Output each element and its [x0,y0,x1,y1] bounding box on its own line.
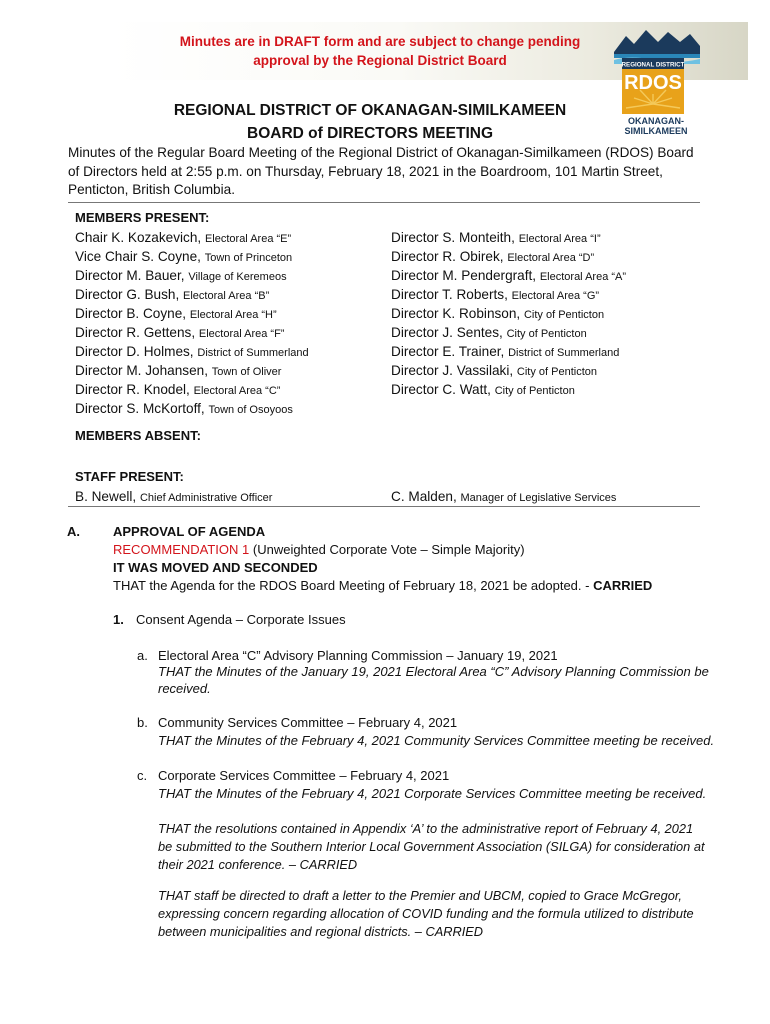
recommendation-line [113,541,525,559]
member-entry [391,304,604,325]
member-entry [391,380,575,401]
resolution-line: between municipalities and regional districts. – CARRIED [158,924,484,939]
sub-item-resolution: THAT the Minutes of the February 4, 2021 Community Services Committee meeting be received. [158,733,715,748]
member-name: Vice Chair S. Coyne, [75,249,205,264]
member-name: Director C. Watt, [391,382,495,397]
member-name: Director D. Holmes, [75,344,198,359]
staff-title: Manager of Legislative Services [460,492,617,504]
moved-seconded: IT WAS MOVED AND SECONDED [113,560,318,575]
motion-text [113,577,652,595]
member-name: Director M. Johansen, [75,363,212,378]
members-absent-heading: MEMBERS ABSENT: [75,428,201,443]
member-name: Director E. Trainer, [391,344,509,359]
resolution-line: THAT staff be directed to draft a letter to the Premier and UBCM, copied to Grace McGregor, [158,888,682,903]
sub-item-title: Community Services Committee – February 4, 2021 [158,715,458,730]
motion-carried: CARRIED [593,578,653,593]
member-name: Director R. Gettens, [75,325,199,340]
member-name: Director G. Bush, [75,287,184,302]
sub-item-title: Corporate Services Committee – February 4, 2021 [158,768,450,783]
member-affiliation: District of Summerland [197,347,309,359]
member-affiliation: Electoral Area “C” [193,385,281,397]
section-letter: A. [67,524,80,539]
sub-item-letter: b. [137,715,148,730]
logo-name-line2: SIMILKAMEEN [624,126,688,136]
title-line2: BOARD of DIRECTORS MEETING [247,125,493,142]
member-entry [75,228,291,249]
member-affiliation: City of Penticton [523,309,605,321]
member-entry [391,247,594,268]
member-entry [75,399,293,420]
member-affiliation: Electoral Area “I” [518,233,601,245]
member-affiliation: District of Summerland [508,347,620,359]
member-entry [75,304,277,325]
draft-notice-line1: Minutes are in DRAFT form and are subject to change pending [179,34,581,49]
rdos-logo-graphic [612,24,702,144]
divider [68,506,700,507]
resolution-paragraph [158,887,694,941]
member-affiliation: Electoral Area “H” [189,309,277,321]
member-affiliation: City of Penticton [516,366,597,378]
sub-item-letter: a. [137,648,148,663]
logo-regional-district-text: REGIONAL DISTRICT [621,61,685,69]
intro-line3: Penticton, British Columbia. [68,182,235,197]
member-entry [75,361,281,382]
sub-item-letter: c. [137,768,148,783]
recommendation-vote-type: (Unweighted Corporate Vote – Simple Majority) [249,542,525,557]
member-entry [391,228,601,249]
member-entry [391,361,597,382]
staff-member [75,487,272,508]
intro-paragraph [68,144,708,200]
member-affiliation: Electoral Area “B” [183,290,270,302]
member-entry [75,342,309,363]
member-name: Director T. Roberts, [391,287,512,302]
member-name: Director R. Obirek, [391,249,508,264]
intro-line2: of Directors held at 2:55 p.m. on Thursday, February 18, 2021 in the Boardroom, 101 Martin Street, [68,163,663,179]
staff-member [391,487,616,508]
resolution-paragraph [158,820,705,874]
logo-rdos-text: RDOS [624,72,682,94]
member-entry [391,266,626,287]
resolution-line: their 2021 conference. – CARRIED [158,857,358,872]
member-name: Chair K. Kozakevich, [75,230,205,245]
rdos-logo [612,24,702,144]
sub-item-resolution: THAT the Minutes of the January 19, 2021 Electoral Area “C” Advisory Planning Commission be [158,664,709,679]
staff-name: B. Newell, [75,489,140,504]
member-entry [75,285,269,306]
member-name: Director B. Coyne, [75,306,190,321]
recommendation-label: RECOMMENDATION 1 [113,542,250,557]
member-affiliation: City of Penticton [494,385,575,397]
item-number: 1. [113,612,124,627]
draft-notice [150,32,610,70]
motion-body: THAT the Agenda for the RDOS Board Meeting of February 18, 2021 be adopted. - [113,578,594,593]
member-name: Director J. Sentes, [391,325,507,340]
divider [68,202,700,203]
member-affiliation: Electoral Area “E” [204,233,292,245]
member-affiliation: Electoral Area “A” [539,271,627,283]
member-affiliation: Electoral Area “D” [507,252,595,264]
member-entry [75,266,287,287]
member-entry [75,380,280,401]
sub-item-title: Electoral Area “C” Advisory Planning Commission – January 19, 2021 [158,648,558,663]
member-name: Director R. Knodel, [75,382,194,397]
member-affiliation: City of Penticton [506,328,587,340]
member-entry [75,323,284,344]
member-affiliation: Town of Princeton [204,252,293,264]
sub-item-resolution: THAT the Minutes of the February 4, 2021 Corporate Services Committee meeting be received. [158,786,707,801]
members-present-heading: MEMBERS PRESENT: [75,210,210,225]
member-name: Director S. McKortoff, [75,401,209,416]
member-entry [391,285,599,306]
member-affiliation: Electoral Area “G” [511,290,600,302]
member-name: Director K. Robinson, [391,306,524,321]
member-affiliation: Electoral Area “F” [198,328,285,340]
member-entry [391,342,619,363]
title-line1: REGIONAL DISTRICT OF OKANAGAN-SIMILKAMEEN [173,102,567,119]
draft-notice-line2: approval by the Regional District Board [253,53,507,68]
staff-title: Chief Administrative Officer [139,492,273,504]
resolution-line: be submitted to the Southern Interior Local Government Association (SILGA) for consideration at [158,839,705,854]
member-affiliation: Town of Oliver [211,366,282,378]
member-name: Director J. Vassilaki, [391,363,517,378]
logo-name-line1: OKANAGAN- [628,116,684,126]
staff-name: C. Malden, [391,489,461,504]
meeting-title [140,99,600,145]
member-affiliation: Town of Osoyoos [208,404,293,416]
member-name: Director S. Monteith, [391,230,519,245]
member-entry [75,247,292,268]
resolution-line: THAT the resolutions contained in Appendix ‘A’ to the administrative report of February 4, 2021 [158,821,694,836]
sub-item-resolution: received. [158,681,211,696]
member-name: Director M. Pendergraft, [391,268,540,283]
member-affiliation: Village of Keremeos [188,271,287,283]
resolution-line: expressing concern regarding allocation of COVID funding and the formula utilized to distribute [158,906,694,921]
section-heading: APPROVAL OF AGENDA [113,524,266,539]
member-entry [391,323,587,344]
staff-present-heading: STAFF PRESENT: [75,469,184,484]
member-name: Director M. Bauer, [75,268,189,283]
intro-line1: Minutes of the Regular Board Meeting of the Regional District of Okanagan-Similkameen (RDOS) Board [68,145,694,160]
item-title: Consent Agenda – Corporate Issues [136,612,346,627]
